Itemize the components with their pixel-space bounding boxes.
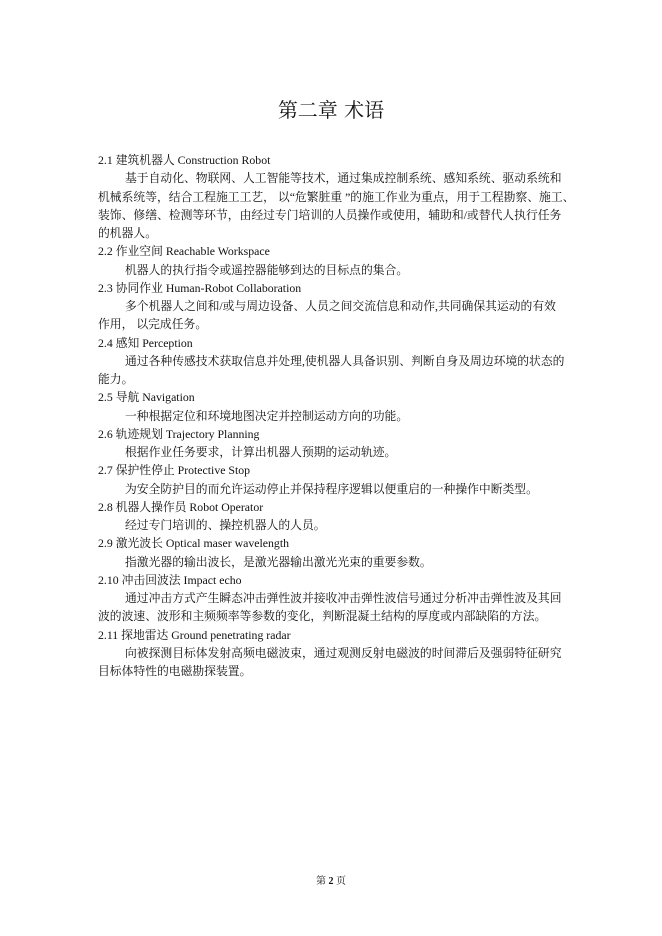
term-section bbox=[98, 425, 568, 462]
term-definition-line: 机器人的执行指令或遥控器能够到达的目标点的集合。 bbox=[125, 262, 409, 277]
term-heading: 2.1 建筑机器人 Construction Robot bbox=[98, 153, 271, 167]
term-heading: 2.9 激光波长 Optical maser wavelength bbox=[98, 536, 289, 551]
term-definition-line: 的机器人。 bbox=[98, 226, 157, 240]
term-section bbox=[98, 571, 568, 626]
term-heading: 2.10 冲击回波法 Impact echo bbox=[98, 572, 242, 587]
footer-suffix: 页 bbox=[333, 876, 346, 887]
term-section bbox=[98, 461, 568, 498]
term-heading: 2.11 探地雷达 Ground penetrating radar bbox=[98, 627, 291, 642]
term-section bbox=[98, 242, 568, 279]
term-heading: 2.4 感知 Perception bbox=[98, 335, 193, 350]
term-definition-line: 一种根据定位和环境地图决定并控制运动方向的功能。 bbox=[125, 408, 409, 423]
term-definition-line: 经过专门培训的、操控机器人的人员。 bbox=[125, 518, 326, 532]
term-section bbox=[98, 534, 568, 571]
term-definition-line: 向被探测目标体发射高频电磁波束，通过观测反射电磁波的时间滞后及强弱特征研究 bbox=[125, 645, 562, 660]
term-heading: 2.3 协同作业 Human-Robot Collaboration bbox=[98, 280, 302, 295]
term-heading: 2.5 导航 Navigation bbox=[98, 390, 195, 405]
term-definition-line: 目标体特性的电磁勘探装置。 bbox=[98, 664, 252, 678]
term-definition-line: 作用， 以完成任务。 bbox=[98, 317, 208, 332]
term-section bbox=[98, 279, 568, 334]
footer-prefix: 第 bbox=[316, 876, 329, 887]
term-heading: 2.6 轨迹规划 Trajectory Planning bbox=[98, 426, 260, 441]
term-definition-line: 为安全防护目的而允许运动停止并保持程序逻辑以便重启的一种操作中断类型。 bbox=[125, 481, 538, 496]
term-section bbox=[98, 151, 575, 242]
term-definition-line: 波的波速、波形和主频频率等参数的变化，判断混凝土结构的厚度或内部缺陷的方法。 bbox=[98, 609, 547, 624]
term-definition-line: 机械系统等，结合工程施工工艺， 以“危繁脏重 ”的施工作业为重点，用于工程勘察、施工、 bbox=[98, 189, 575, 204]
chapter-title: 第二章 术语 bbox=[277, 98, 385, 122]
terms-list bbox=[98, 151, 575, 680]
term-section bbox=[98, 388, 568, 425]
term-definition-line: 多个机器人之间和/或与周边设备、人员之间交流信息和动作,共同确保其运动的有效 bbox=[125, 299, 556, 313]
term-heading: 2.8 机器人操作员 Robot Operator bbox=[98, 499, 264, 514]
page-number: 2 bbox=[328, 876, 334, 887]
term-definition-line: 能力。 bbox=[98, 372, 134, 386]
term-definition-line: 指激光器的输出波长，是激光器输出激光光束的重要参数。 bbox=[125, 554, 432, 569]
term-heading: 2.7 保护性停止 Protective Stop bbox=[98, 463, 251, 478]
term-section bbox=[98, 334, 568, 389]
term-definition-line: 装饰、修缮、检测等环节，由经过专门培训的人员操作或使用，辅助和/或替代人执行任务 bbox=[98, 207, 562, 222]
page-footer bbox=[0, 872, 662, 887]
term-heading: 2.2 作业空间 Reachable Workspace bbox=[98, 244, 270, 259]
term-section bbox=[98, 626, 568, 681]
term-section bbox=[98, 498, 568, 535]
term-definition-line: 基于自动化、物联网、人工智能等技术，通过集成控制系统、感知系统、驱动系统和 bbox=[125, 171, 562, 186]
term-definition-line: 通过各种传感技术获取信息并处理,使机器人具备识别、判断自身及周边环境的状态的 bbox=[125, 353, 565, 368]
term-definition-line: 根据作业任务要求，计算出机器人预期的运动轨迹。 bbox=[125, 445, 397, 459]
term-definition-line: 通过冲击方式产生瞬态冲击弹性波并接收冲击弹性波信号通过分析冲击弹性波及其回 bbox=[125, 591, 562, 605]
